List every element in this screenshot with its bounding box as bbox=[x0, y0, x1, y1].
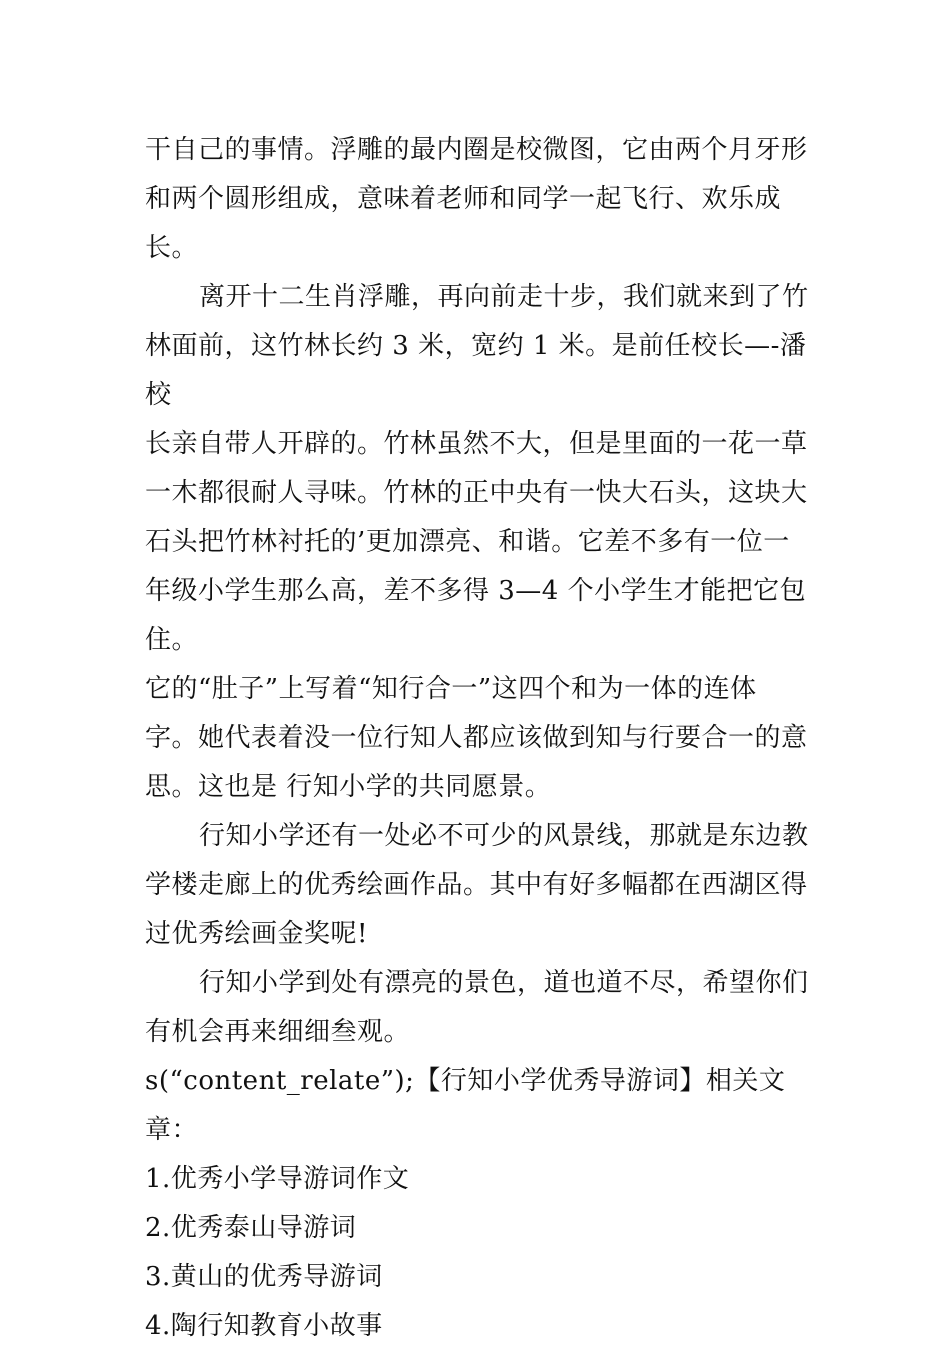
paragraph-4 bbox=[145, 959, 825, 1057]
text-line: 字。她代表着没一位行知人都应该做到知与行要合一的意 bbox=[145, 723, 808, 753]
text-line: 离开十二生肖浮雕，再向前走十步，我们就来到了竹 bbox=[199, 282, 809, 312]
text-line: 一木都很耐人寻味。竹林的正中央有一快大石头，这块大 bbox=[145, 478, 808, 508]
text-line: 年级小学生那么高，差不多得 3—4 个小学生才能把它包住。 bbox=[145, 576, 807, 655]
text-line: 思。这也是 行知小学的共同愿景。 bbox=[145, 772, 552, 802]
text-line: 行知小学到处有漂亮的景色，道也道不尽，希望你们 bbox=[199, 968, 809, 998]
related-item-1[interactable]: 1.优秀小学导游词作文 bbox=[145, 1164, 410, 1194]
text-line: 学楼走廊上的优秀绘画作品。其中有好多幅都在西湖区得 bbox=[145, 870, 808, 900]
text-line: 它的“肚子”上写着“知行合一”这四个和为一体的连体 bbox=[145, 674, 757, 704]
related-heading bbox=[145, 1057, 825, 1155]
text-line: 长亲自带人开辟的。竹林虽然不大，但是里面的一花一草 bbox=[145, 429, 808, 459]
paragraph-2 bbox=[145, 273, 825, 812]
text-line: 章： bbox=[145, 1115, 199, 1145]
related-item-4[interactable]: 4.陶行知教育小故事 bbox=[145, 1311, 383, 1341]
document-body bbox=[145, 126, 825, 1351]
related-item-3[interactable]: 3.黄山的优秀导游词 bbox=[145, 1262, 383, 1292]
text-line: 行知小学还有一处必不可少的风景线，那就是东边教 bbox=[199, 821, 809, 851]
text-line: 林面前，这竹林长约 3 米，宽约 1 米。是前任校长—-潘校 bbox=[145, 331, 807, 410]
paragraph-1 bbox=[145, 126, 825, 273]
text-line: 和两个圆形组成，意味着老师和同学一起飞行、欢乐成长。 bbox=[145, 184, 782, 263]
text-line: 干自己的事情。浮雕的最内圈是校微图，它由两个月牙形 bbox=[145, 135, 808, 165]
text-line: 石头把竹林衬托的’更加漂亮、和谐。它差不多有一位一 bbox=[145, 527, 790, 557]
paragraph-3 bbox=[145, 812, 825, 959]
text-line: 有机会再来细细叁观。 bbox=[145, 1017, 411, 1047]
text-line: 过优秀绘画金奖呢! bbox=[145, 919, 368, 949]
related-item-2[interactable]: 2.优秀泰山导游词 bbox=[145, 1213, 357, 1243]
text-line: s(“content_relate”);【行知小学优秀导游词】相关文 bbox=[145, 1066, 786, 1096]
